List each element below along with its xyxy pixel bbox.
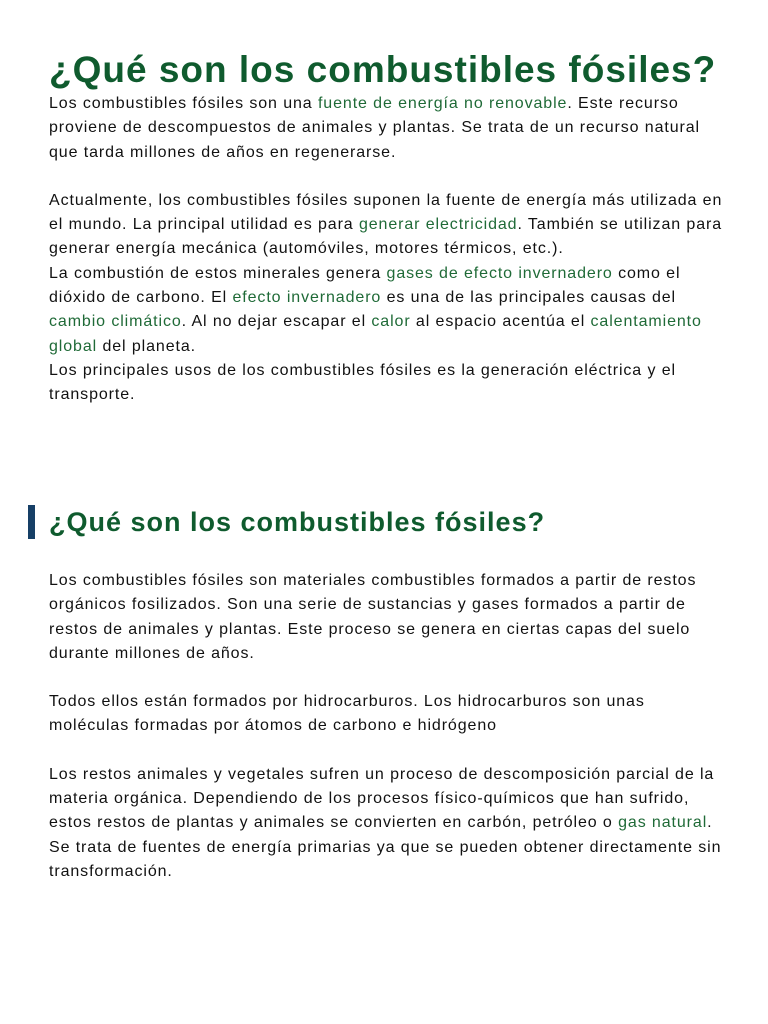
- section-heading: [28, 505, 728, 539]
- link-climate-change[interactable]: cambio climático: [49, 313, 182, 331]
- paragraph-combustion: [49, 262, 729, 359]
- link-greenhouse-gases[interactable]: gases de efecto invernadero: [386, 264, 613, 282]
- link-natural-gas[interactable]: gas natural: [618, 814, 708, 832]
- page-title: ¿Qué son los combustibles fósiles?: [49, 49, 717, 90]
- paragraph-usage: [49, 189, 729, 262]
- text: . Al no dejar escapar el: [181, 313, 372, 331]
- text: Actualmente, los combustibles fósiles suponen la fuente de energía más utilizada en el mundo. La principal utilidad es para: [49, 191, 723, 234]
- section-accent-bar: [28, 505, 35, 539]
- text: del planeta.: [97, 337, 196, 355]
- spacer: [49, 666, 729, 690]
- text: Los combustibles fósiles son una: [49, 95, 318, 112]
- article-section: [49, 569, 729, 884]
- text: .: [707, 814, 713, 832]
- text: Los restos animales y vegetales sufren un proceso de descomposición parcial de la materia orgánica. Dependiendo de los procesos físico-químicos que han sufrido, estos restos de plantas y animales se convierten en carbón, petróleo o: [49, 765, 715, 832]
- paragraph-intro: [49, 92, 729, 165]
- text: al espacio acentúa el: [410, 313, 591, 331]
- article-top: [49, 48, 729, 408]
- spacer: [49, 165, 729, 189]
- link-heat[interactable]: calor: [371, 313, 411, 331]
- text: como el dióxido de carbono. El: [49, 264, 681, 307]
- section-title: ¿Qué son los combustibles fósiles?: [49, 507, 546, 537]
- paragraph-main-uses: Los principales usos de los combustibles fósiles es la generación eléctrica y el transporte.: [49, 361, 676, 404]
- text: La combustión de estos minerales genera: [49, 264, 387, 282]
- paragraph-hydrocarbons: Todos ellos están formados por hidrocarburos. Los hidrocarburos son unas moléculas formadas por átomos de carbono e hidrógeno: [49, 693, 645, 735]
- text: es una de las principales causas del: [381, 289, 677, 307]
- link-renewable-energy[interactable]: fuente de energía no renovable: [317, 95, 568, 112]
- paragraph-definition: Los combustibles fósiles son materiales combustibles formados a partir de restos orgánicos fosilizados. Son una serie de sustancias y gases formados a partir de restos de animales y plantas. Este proceso se genera en ciertas capas del suelo durante millones de años.: [49, 572, 697, 662]
- link-greenhouse-effect[interactable]: efecto invernadero: [232, 289, 382, 307]
- link-generate-electricity[interactable]: generar electricidad: [358, 216, 518, 234]
- text: . También se utilizan para generar energía mecánica (automóviles, motores térmicos, etc.).: [49, 216, 723, 258]
- paragraph-decomposition: [49, 763, 729, 836]
- paragraph-primary-sources: Se trata de fuentes de energía primarias ya que se pueden obtener directamente sin transformación.: [49, 838, 722, 880]
- text: . Este recurso proviene de descompuestos de animales y plantas. Se trata de un recurso natural que tarda millones de años en regenerarse.: [49, 95, 700, 161]
- link-global-warming[interactable]: calentamiento global: [49, 313, 702, 355]
- spacer: [49, 739, 729, 763]
